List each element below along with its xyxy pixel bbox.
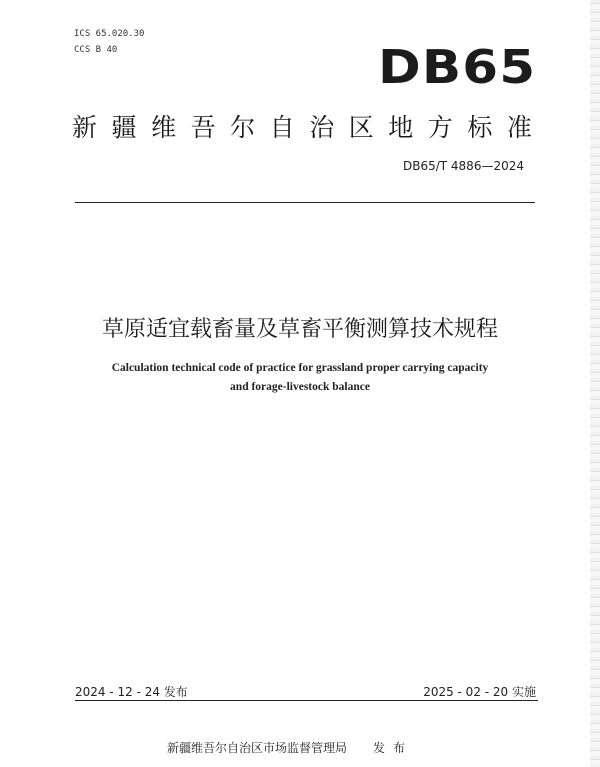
standard-type-char: 地 (388, 113, 414, 142)
standard-type-char: 尔 (230, 113, 256, 142)
ccs-code: CCS B 40 (74, 45, 118, 55)
implementation-date: 2025 - 02 - 20 实施 (423, 685, 536, 699)
db65-logo: DB65 (378, 40, 537, 94)
standard-type-char: 吾 (190, 113, 216, 142)
standard-type-char: 方 (427, 113, 453, 142)
standard-type-char: 标 (467, 113, 493, 142)
standard-number: DB65/T 4886—2024 (402, 159, 524, 173)
document-title-english (60, 359, 540, 397)
standard-type-char: 区 (348, 113, 374, 142)
issuer-action: 发布 (373, 741, 414, 755)
ics-code: ICS 65.020.30 (74, 29, 145, 39)
bottom-divider (75, 700, 538, 701)
issue-date: 2024 - 12 - 24 发布 (75, 685, 188, 699)
standard-type-char: 准 (506, 113, 532, 142)
document-title-chinese: 草原适宜载畜量及草畜平衡测算技术规程 (101, 317, 498, 342)
issuer-org: 新疆维吾尔自治区市场监督管理局 (167, 741, 348, 755)
top-divider (75, 202, 535, 203)
standard-type-heading (72, 108, 532, 144)
issuing-authority (167, 739, 413, 756)
title-en-line-2: and forage-livestock balance (230, 381, 370, 393)
classification-codes (74, 26, 144, 58)
standard-type-char: 自 (269, 113, 295, 142)
standard-type-char: 治 (309, 113, 335, 142)
scan-edge-artifact (590, 0, 600, 767)
standard-type-char: 新 (72, 113, 98, 142)
standard-type-char: 维 (151, 113, 177, 142)
title-en-line-1: Calculation technical code of practice for grassland proper carrying capacity (111, 362, 489, 374)
standard-type-char: 疆 (111, 113, 137, 142)
